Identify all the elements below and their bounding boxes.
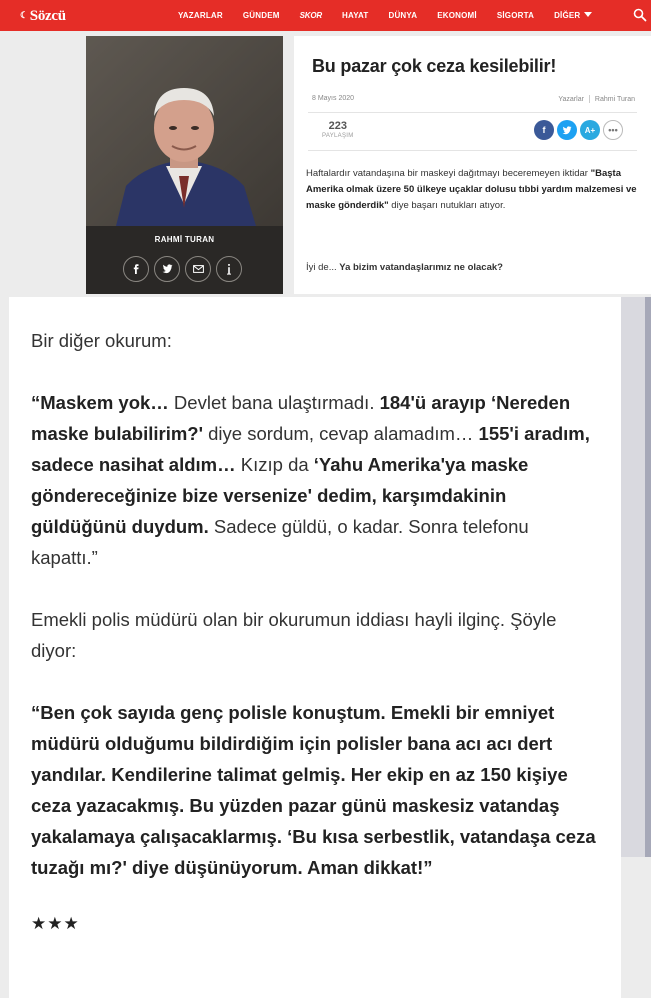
nav-item-sigorta[interactable]: SİGORTA — [496, 11, 535, 20]
nav-menu — [168, 0, 602, 31]
share-count: 223 — [328, 120, 347, 132]
nav-item-diger-label: DİĞER — [554, 11, 581, 20]
author-mail-button[interactable] — [185, 256, 211, 282]
text: Sadece güldü, o kadar. Sonra telefonu kapattı.” — [31, 516, 529, 568]
facebook-icon: f — [542, 125, 546, 135]
author-social-links — [123, 256, 242, 282]
divider — [308, 112, 637, 113]
nav-item-gundem[interactable]: GÜNDEM — [242, 11, 280, 20]
side-edge — [645, 297, 651, 857]
article-category-link[interactable]: Yazarlar — [558, 95, 584, 103]
share-buttons — [534, 120, 623, 140]
lead-text: diye başarı nutukları atıyor. — [388, 200, 506, 211]
article-lead — [306, 166, 641, 214]
text: diye sordum, cevap alamadım… — [202, 423, 479, 444]
article-body — [9, 297, 621, 998]
nav-item-ekonomi[interactable]: EKONOMİ — [437, 11, 477, 20]
quote-paragraph: “Ben çok sayıda genç polisle konuştum. Emekli bir emniyet müdürü olduğumu bildirdiğim için polisler bana acı acı dert yandılar. Kendilerine talimat gelmiş. Her ekip en az 150 kişiye ceza yazacakmış. Bu yüzden pazar günü maskesiz vatandaş yakalamaya çalışacaklarmış. ‘Bu kısa serbestlik, vatandaşa ceza tuzağı mı?' diye düşünüyorum. Aman dikkat!” — [31, 702, 596, 878]
site-logo[interactable] — [20, 6, 66, 26]
article-author-link[interactable]: Rahmi Turan — [594, 95, 635, 103]
section-separator: ★★★ — [31, 914, 80, 933]
share-label: PAYLAŞIM — [322, 133, 354, 139]
text: Kızıp da — [235, 454, 314, 475]
lead2-bold: Ya bizim vatandaşlarımız ne olacak? — [339, 262, 503, 273]
author-card — [86, 36, 283, 294]
article-date: 8 Mayıs 2020 — [312, 95, 355, 102]
share-facebook-button[interactable] — [534, 120, 554, 140]
lead-text: Haftalardır vatandaşına bir maskeyi dağıtmayı beceremeyen iktidar — [306, 168, 591, 179]
mail-icon — [193, 265, 204, 273]
author-twitter-button[interactable] — [154, 256, 180, 282]
info-icon — [226, 264, 232, 275]
bold-text: 184'ü arayıp ‘Nereden maske bulabilirim?' — [31, 392, 571, 444]
bold-text: ‘Yahu Amerika'ya maske göndereceğinize bize versenize' dedim, karşımdakinin güldüğünü duydum. — [31, 454, 529, 537]
twitter-icon — [162, 264, 173, 274]
paragraph: Bir diğer okurum: — [31, 330, 172, 351]
flag-icon: ☾ — [20, 9, 28, 20]
quote-paragraph — [31, 387, 599, 573]
nav-item-hayat[interactable]: HAYAT — [341, 11, 369, 20]
lead2-text: İyi de... — [306, 262, 340, 273]
nav-item-dunya[interactable]: DÜNYA — [388, 11, 418, 20]
article-byline — [558, 95, 635, 103]
nav-item-yazarlar[interactable]: YAZARLAR — [178, 11, 223, 20]
divider — [308, 150, 637, 151]
font-size-increase-button[interactable] — [580, 120, 600, 140]
author-photo — [86, 36, 283, 226]
more-share-button[interactable] — [603, 120, 623, 140]
author-name: RAHMİ TURAN — [154, 235, 215, 244]
byline-divider — [589, 95, 590, 103]
search-icon[interactable] — [633, 8, 647, 22]
more-dots-icon: ••• — [608, 125, 618, 135]
facebook-icon — [131, 264, 141, 274]
top-nav — [0, 0, 651, 31]
logo-text: Sözcü — [29, 7, 66, 24]
font-increase-icon: A+ — [584, 125, 596, 135]
chevron-down-icon — [584, 12, 592, 17]
author-facebook-button[interactable] — [123, 256, 149, 282]
lead-bold: "Başta Amerika olmak üzere 50 ülkeye uçaklar dolusu tıbbi yardım malzemesi ve maske gönderdik" — [306, 168, 637, 211]
article-lead-2 — [306, 262, 641, 273]
nav-item-skor[interactable]: SKOR — [299, 11, 322, 20]
nav-item-diger[interactable] — [554, 11, 592, 20]
text: Devlet bana ulaştırmadı. — [168, 392, 380, 413]
twitter-icon — [562, 126, 572, 135]
bold-text: “Maskem yok… — [31, 392, 169, 413]
bold-text: 155'i aradım, sadece nasihat aldım… — [31, 423, 590, 475]
article-header — [294, 36, 651, 294]
author-info-button[interactable] — [216, 256, 242, 282]
article-body-wrapper — [0, 297, 651, 998]
share-counter — [322, 120, 354, 139]
author-caption — [86, 226, 283, 294]
paragraph: Emekli polis müdürü olan bir okurumun iddiası hayli ilginç. Şöyle diyor: — [31, 609, 557, 661]
side-background — [621, 297, 651, 857]
article-title: Bu pazar çok ceza kesilebilir! — [312, 56, 557, 76]
share-twitter-button[interactable] — [557, 120, 577, 140]
